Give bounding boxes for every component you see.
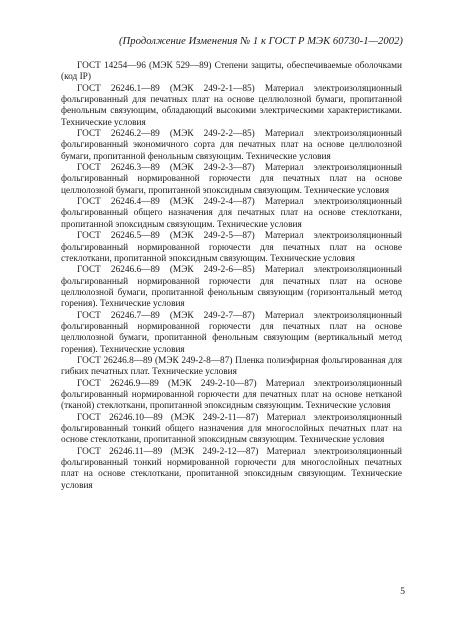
running-head: (Продолжение Изменения № 1 к ГОСТ Р МЭК 60730-1—2002): [118, 36, 403, 47]
reference-entry: ГОСТ 26246.3—89 (МЭК 249-2-3—87) Материал электроизоляционный фольгированный нормированной горючести для печатных плат на основе целлюлозной бумаги, пропитанной эпоксидным связующим. Технические условия: [61, 163, 402, 196]
reference-entry: ГОСТ 26246.8—89 (МЭК 249-2-8—87) Пленка полиэфирная фольгированная для гибких печатных плат. Технические условия: [61, 355, 402, 378]
reference-entry: ГОСТ 26246.2—89 (МЭК 249-2-2—85) Материал электроизоляционный фольгированный экономичного сорта для печатных плат на основе целлюлозной бумаги, пропитанной фенольным связующим. Технические условия: [61, 129, 402, 162]
reference-entry: ГОСТ 26246.5—89 (МЭК 249-2-5—87) Материал электроизоляционный фольгированный нормированной горючести для печатных плат на основе стеклоткани, пропитанной эпоксидным связующим. Технические условия: [61, 231, 402, 264]
reference-entry: ГОСТ 26246.10—89 (МЭК 249-2-11—87) Материал электроизоляционный фольгированный тонкий общего назначения для многослойных печатных плат на основе стеклоткани, пропитанной эпоксидным связующим. Технические условия: [61, 412, 402, 446]
page-number: 5: [400, 587, 405, 597]
reference-entry: ГОСТ 26246.9—89 (МЭК 249-2-10—87) Материал электроизоляционный фольгированный нормированной горючести для печатных плат на основе нетканой (тканой) стеклоткани, пропитанной эпоксидным связующим. Технические условия: [61, 378, 402, 412]
reference-entry: ГОСТ 26246.7—89 (МЭК 249-2-7—87) Материал электроизоляционный фольгированный нормированной горючести для печатных плат на основе целлюлозной бумаги, пропитанной фенольным связующим (вертикальный метод горения). Технические условия: [61, 310, 402, 355]
reference-list: [61, 61, 402, 492]
reference-entry: ГОСТ 26246.6—89 (МЭК 249-2-6—85) Материал электроизоляционный фольгированный нормированной горючести для печатных плат на основе целлюлозной бумаги, пропитанной фенольным связующим (горизонтальный метод горения). Технические условия: [61, 265, 402, 310]
reference-entry: ГОСТ 26246.11—89 (МЭК 249-2-12—87) Материал электроизоляционный фольгированный тонкий нормированной горючести для многослойных печатных плат на основе стеклоткани, пропитанной эпоксидным связующим. Технические условия: [61, 446, 402, 491]
reference-entry: ГОСТ 14254—96 (МЭК 529—89) Степени защиты, обеспечиваемые оболочками (код IP): [61, 61, 402, 83]
reference-entry: ГОСТ 26246.1—89 (МЭК 249-2-1—85) Материал электроизоляционный фольгированный для печатных плат на основе целлюлозной бумаги, пропитанной фенольным связующим, обладающий высокими электрическими характеристиками. Технические условия: [61, 83, 402, 128]
reference-entry: ГОСТ 26246.4—89 (МЭК 249-2-4—87) Материал электроизоляционный фольгированный общего назначения для печатных плат на основе стеклоткани, пропитанной эпоксидным связующим. Технические условия: [61, 197, 402, 230]
